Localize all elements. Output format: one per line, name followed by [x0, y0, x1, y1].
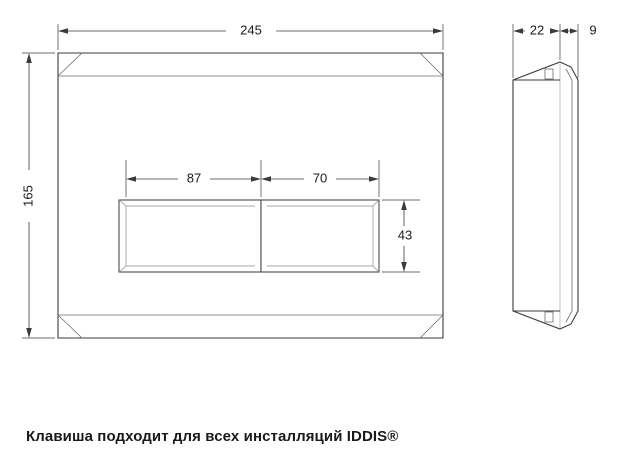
dim-label-btn-height: 43: [397, 227, 413, 243]
dim-label-btn-70: 70: [312, 170, 328, 186]
side-tab-top: [545, 69, 553, 79]
dim-label-side-offset: 9: [589, 22, 597, 38]
dim-arrow-22-left: [513, 28, 523, 34]
dim-arrow-height-bottom: [26, 328, 32, 338]
right-button[interactable]: [261, 200, 379, 272]
front-plate-outline: [58, 53, 443, 338]
dim-arrow-9-right: [570, 28, 578, 33]
dim-label-height: 165: [20, 185, 36, 207]
caption-text: Клавиша подходит для всех инсталляций IDDIS®: [26, 428, 399, 445]
side-profile-outline: [513, 62, 578, 329]
left-button[interactable]: [119, 200, 261, 272]
dim-label-width: 245: [240, 22, 262, 38]
dim-label-side-total: 22: [529, 22, 545, 38]
dim-arrow-width-right: [433, 28, 443, 34]
dim-arrow-height-top: [26, 53, 32, 63]
dim-arrow-9-left: [560, 28, 568, 33]
dim-label-btn-87: 87: [186, 170, 202, 186]
front-view-group: [58, 53, 443, 338]
dim-arrow-22-right: [550, 28, 560, 34]
side-tab-bottom: [545, 312, 553, 322]
dim-arrow-width-left: [58, 28, 68, 34]
side-view-group: [513, 62, 578, 329]
